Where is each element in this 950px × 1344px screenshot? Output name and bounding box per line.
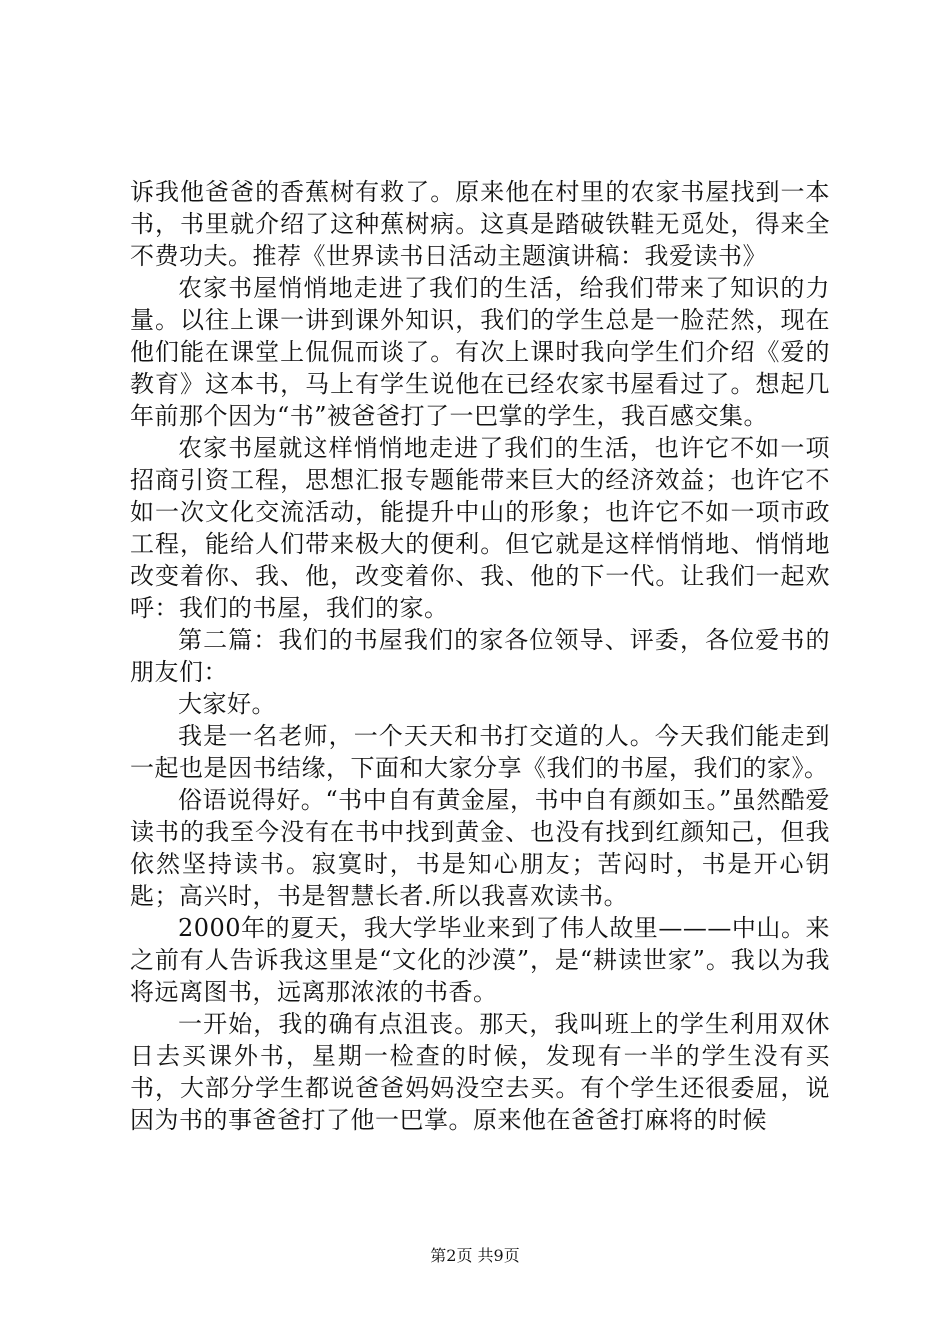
paragraph-greeting: 大家好。 <box>178 690 276 718</box>
paragraph-section-heading: 第二篇：我们的书屋我们的家各位领导、评委，各位爱书的朋友们： <box>130 626 830 686</box>
paragraph: 农家书屋就这样悄悄地走进了我们的生活，也许它不如一项招商引资工程，思想汇报专题能带来巨大的经济效益；也许它不如一次文化交流活动，能提升中山的形象；也许它不如一项市政工程，能给人们带来极大的便利。但它就是这样悄悄地、悄悄地改变着你、我、他，改变着你、我、他的下一代。让我们一起欢呼：我们的书屋，我们的家。 <box>130 434 830 622</box>
paragraph: 2000年的夏天，我大学毕业来到了伟人故里———中山。来之前有人告诉我这里是“文化的沙漠”，是“耕读世家”。我以为我将远离图书，远离那浓浓的书香。 <box>130 914 830 1006</box>
paragraph: 俗语说得好。“书中自有黄金屋，书中自有颜如玉。”虽然酷爱读书的我至今没有在书中找到黄金、也没有找到红颜知己，但我依然坚持读书。寂寞时，书是知心朋友；苦闷时，书是开心钥匙；高兴时，书是智慧长者.所以我喜欢读书。 <box>130 786 830 910</box>
body-text <box>130 176 830 1136</box>
paragraph: 农家书屋悄悄地走进了我们的生活，给我们带来了知识的力量。以往上课一讲到课外知识，我们的学生总是一脸茫然，现在他们能在课堂上侃侃而谈了。有次上课时我向学生们介绍《爱的教育》这本书，马上有学生说他在已经农家书屋看过了。想起几年前那个因为“书”被爸爸打了一巴掌的学生，我百感交集。 <box>130 274 830 430</box>
paragraph: 我是一名老师，一个天天和书打交道的人。今天我们能走到一起也是因书结缘，下面和大家分享《我们的书屋，我们的家》。 <box>130 722 830 782</box>
paragraph: 一开始，我的确有点沮丧。那天，我叫班上的学生利用双休日去买课外书，星期一检查的时候，发现有一半的学生没有买书，大部分学生都说爸爸妈妈没空去买。有个学生还很委屈，说因为书的事爸爸打了他一巴掌。原来他在爸爸打麻将的时候 <box>130 1010 830 1134</box>
paragraph-continuation: 诉我他爸爸的香蕉树有救了。原来他在村里的农家书屋找到一本书，书里就介绍了这种蕉树病。这真是踏破铁鞋无觅处，得来全不费功夫。推荐《世界读书日活动主题演讲稿：我爱读书》 <box>130 178 830 270</box>
page-number-footer: 第2页 共9页 <box>430 1246 520 1265</box>
